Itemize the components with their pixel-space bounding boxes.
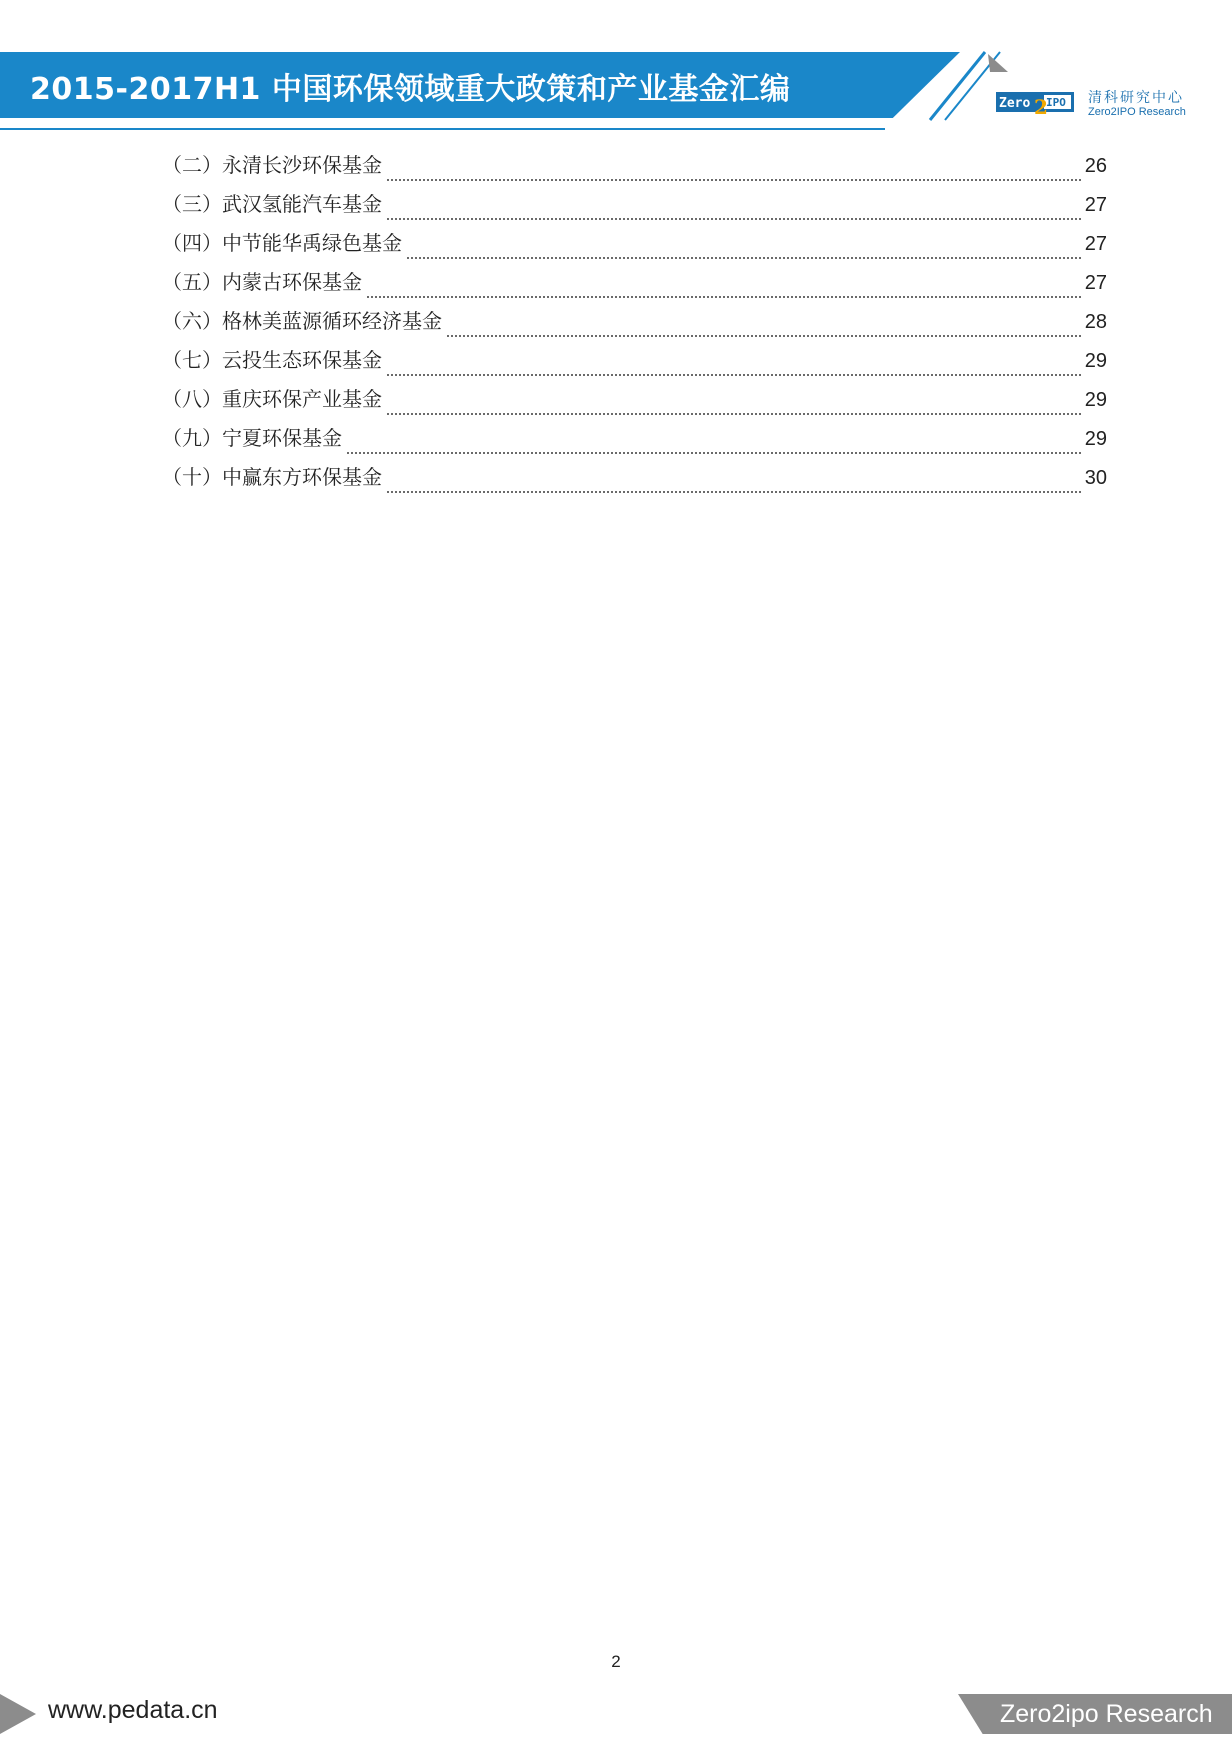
toc-entry-number: （九） xyxy=(162,426,222,450)
toc-entry-page: 29 xyxy=(1084,350,1107,372)
footer-arrow-icon xyxy=(0,1690,40,1734)
toc-entry[interactable] xyxy=(162,384,1107,423)
svg-text:2: 2 xyxy=(1034,95,1048,116)
toc-dot-leader xyxy=(346,452,1083,454)
toc-entry[interactable] xyxy=(162,267,1107,306)
svg-text:IPO: IPO xyxy=(1046,96,1066,109)
page-header xyxy=(0,0,1232,140)
toc-entry-page: 28 xyxy=(1084,311,1107,333)
table-of-contents xyxy=(162,150,1107,501)
toc-entry-title: 武汉氢能汽车基金 xyxy=(222,192,382,216)
toc-entry-title: 永清长沙环保基金 xyxy=(222,153,382,177)
toc-dot-leader xyxy=(386,179,1083,181)
header-stripes-decoration xyxy=(890,50,1010,122)
toc-entry-title: 格林美蓝源循环经济基金 xyxy=(222,309,442,333)
org-name-cn: 清科研究中心 xyxy=(1088,90,1184,106)
toc-entry[interactable] xyxy=(162,306,1107,345)
toc-entry-title: 宁夏环保基金 xyxy=(222,426,342,450)
toc-entry-page: 26 xyxy=(1084,155,1107,177)
toc-entry-number: （二） xyxy=(162,153,222,177)
toc-dot-leader xyxy=(386,491,1083,493)
footer-brand: Zero2ipo Research xyxy=(1000,1700,1213,1728)
toc-entry-title: 重庆环保产业基金 xyxy=(222,387,382,411)
toc-entry-number: （三） xyxy=(162,192,222,216)
toc-entry-number: （五） xyxy=(162,270,222,294)
toc-entry[interactable] xyxy=(162,150,1107,189)
toc-entry-page: 27 xyxy=(1084,272,1107,294)
header-rule xyxy=(0,128,885,130)
toc-dot-leader xyxy=(386,413,1083,415)
toc-entry-title: 云投生态环保基金 xyxy=(222,348,382,372)
toc-entry-page: 27 xyxy=(1084,233,1107,255)
toc-entry-title: 内蒙古环保基金 xyxy=(222,270,362,294)
toc-dot-leader xyxy=(406,257,1083,259)
toc-entry-page: 27 xyxy=(1084,194,1107,216)
toc-entry[interactable] xyxy=(162,423,1107,462)
toc-entry-title: 中赢东方环保基金 xyxy=(222,465,382,489)
toc-dot-leader xyxy=(446,335,1083,337)
toc-entry[interactable] xyxy=(162,345,1107,384)
toc-entry-number: （八） xyxy=(162,387,222,411)
toc-dot-leader xyxy=(386,218,1083,220)
toc-dot-leader xyxy=(386,374,1083,376)
toc-entry[interactable] xyxy=(162,189,1107,228)
toc-entry-number: （七） xyxy=(162,348,222,372)
toc-entry-number: （六） xyxy=(162,309,222,333)
toc-entry-number: （十） xyxy=(162,465,222,489)
toc-entry-title: 中节能华禹绿色基金 xyxy=(222,231,402,255)
org-name-en: Zero2IPO Research xyxy=(1088,106,1186,118)
toc-entry-page: 29 xyxy=(1084,428,1107,450)
footer-url-link[interactable]: www.pedata.cn xyxy=(48,1696,218,1724)
toc-dot-leader xyxy=(366,296,1083,298)
svg-text:Zero: Zero xyxy=(999,96,1031,111)
toc-entry-page: 30 xyxy=(1084,467,1107,489)
zero2ipo-logo xyxy=(996,90,1074,116)
document-title: 2015-2017H1 中国环保领域重大政策和产业基金汇编 xyxy=(30,72,791,107)
toc-entry-number: （四） xyxy=(162,231,222,255)
toc-entry[interactable] xyxy=(162,228,1107,267)
page-number: 2 xyxy=(611,1652,621,1671)
toc-entry-page: 29 xyxy=(1084,389,1107,411)
toc-entry[interactable] xyxy=(162,462,1107,501)
